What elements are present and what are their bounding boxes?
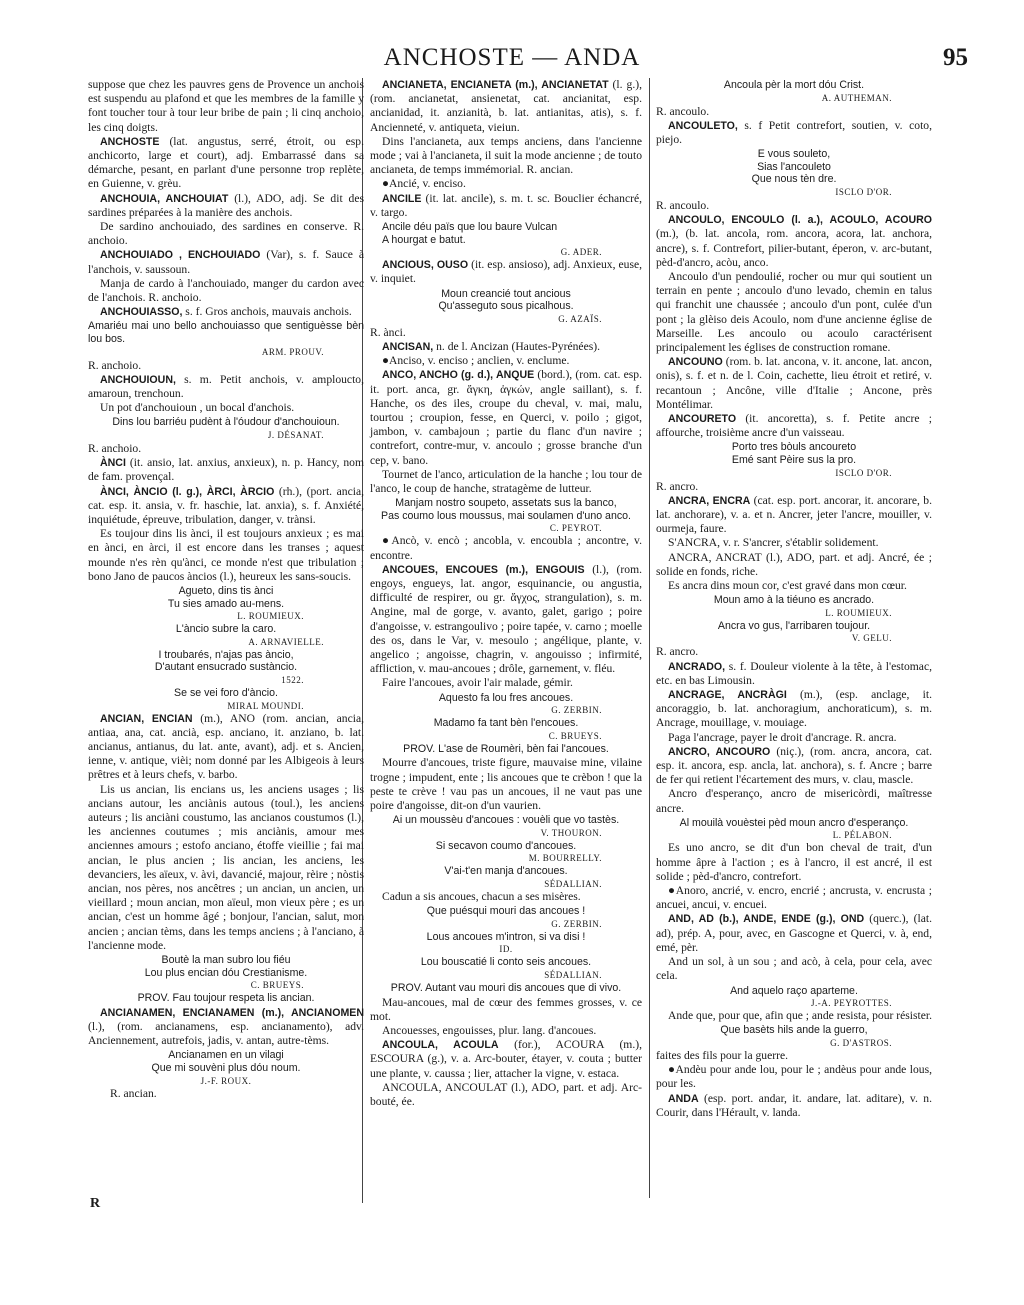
quotation-author: C. BRUEYS.	[250, 980, 304, 991]
quotation: Madamo fa tant bèn l'encoues.	[433, 717, 579, 730]
quotation-author: ISCLO D'OR.	[835, 186, 892, 197]
entry-text: ●Ancò, v. encò ; ancobla, v. encoubla ; ancontre, v. encontre.	[370, 534, 642, 562]
entry	[656, 1092, 932, 1120]
quotation: Ancoula pèr la mort dóu Crist.	[723, 79, 865, 91]
entry	[656, 688, 932, 731]
quotation: Que puésqui mouri das ancoues !	[426, 905, 586, 918]
headword: ANCILE	[382, 192, 422, 205]
entry	[656, 660, 932, 688]
entry-body: s. f Petit contrefort, soutien, v. coto, piejo.	[656, 118, 932, 146]
quotation: L'àncio subre la caro.	[175, 623, 277, 636]
entry	[370, 78, 642, 135]
quotation-author: J.-F. ROUX.	[200, 1075, 252, 1086]
entry	[88, 712, 364, 783]
entry-text: ANCOULA, ANCOULAT (l.), ADO, part. et adj. Arc-bouté, ée.	[370, 1080, 642, 1109]
entry-body: (esp. port. andar, it. andare, lat. aditare), v. n. Courir, dans l'Hérault, v. landa.	[656, 1091, 932, 1119]
entry-text: ●Anoro, ancrié, v. encro, encrié ; ancrusta, v. encrusta ; ancuei, ancui, v. encuei.	[656, 884, 932, 912]
quotation: Lous ancoues m'intron, si va disi !	[426, 930, 586, 943]
entry-body: (l.), (rom. ancianamens, esp. ancianamento), adv. Anciennement, autrefois, jadis, v. antan, autre-tèms.	[88, 1020, 364, 1048]
quotation-author: C. PEYROT.	[549, 523, 602, 534]
headword: ANCO, ANCHO (g. d.), ANQUE	[382, 369, 535, 382]
quotation: E vous souleto, Sias l'ancouleto Que nous tèn dre.	[751, 148, 837, 186]
entry-body: (m.), (b. lat. ancola, rom. ancora, acora, lat. anchora, ancre), s. f. Contrefort, pilier-butant, éperon, v. arc-butant, pèd-d'ancro, acòu, anco.	[656, 227, 932, 269]
quotation-author: J. DÉSANAT.	[267, 430, 324, 441]
reference: R. anchoio.	[88, 442, 142, 456]
quotation-author: ARM. PROUV.	[261, 346, 324, 357]
quotation-author: L. PÉLABON.	[832, 830, 892, 841]
quotation-author: MIRAL MOUNDI.	[227, 700, 304, 711]
entry	[656, 912, 932, 955]
headword: ANCOUES, ENCOUES (m.), ENGOUIS	[382, 563, 585, 576]
entry-text: Mourre d'ancoues, triste figure, mauvaise mine, vilaine trogne ; impudent, ente ; lis ancoues que te crèbon ! que la peste te crève ! vau pas un ancoues, il ne vaut pas une poire d'angoisse, dit-on d'un vaurien.	[370, 756, 642, 813]
headword: ANDA	[668, 1092, 699, 1105]
entry	[88, 248, 364, 276]
quotation: Lou bouscatié li conto seis ancoues.	[420, 956, 592, 969]
quotation-author: G. AZAÏS.	[558, 313, 602, 324]
quotation: PROV. Fau toujour respeta lis ancian.	[137, 992, 315, 1005]
entry-text: Mau-ancoues, mal de cœur des femmes grosses, v. ce mot.	[370, 995, 642, 1023]
entry-text: Es toujour dins lis ànci, il est toujours anxieux ; es mai en ànci, en àrci, il est encore dans les transes ; aquest mounde n'es rèn qu'ànci, ce monde n'est que tribulation ; bono Jano de paucos àncios (l.), heureux les sans-soucis.	[88, 527, 364, 583]
entry-body: (l. g.), (rom. ancianetat, ansienetat, cat. ancianitat, esp. ancianidad, it. anzianità, b. lat. antianitas, atis), s. f. Ancienneté, v. antiqueta, vieiun.	[370, 78, 642, 134]
entry	[370, 192, 642, 220]
entry-text: Paga l'ancrage, payer le droit d'ancrage. R. ancra.	[668, 730, 897, 744]
entry-text: ANCRA, ANCRAT (l.), ADO, part. et adj. Ancré, ée ; solide en fonds, riche.	[656, 550, 932, 578]
entry-body: s. f. Douleur violente à la tête, à l'estomac, etc. en bas Limousin.	[656, 659, 932, 687]
entry	[88, 192, 364, 220]
entry-text: Tournet de l'anco, articulation de la hanche ; lou tour de l'anco, le coup de hanche, stratagème de lutteur.	[370, 467, 642, 496]
entry-text: And un sol, à un sou ; and acò, à cela, pour cela, avec cela.	[656, 955, 932, 983]
entry-text: S'ANCRA, v. r. S'ancrer, s'établir solidement.	[668, 536, 879, 550]
column-1	[88, 78, 364, 1101]
entry	[88, 1006, 364, 1049]
entry	[88, 373, 364, 401]
entry-body: (m.), (esp. anclage, it. ancoraggio, b. lat. anchoragium, anchoraticum), s. m. Ancrage, mouillage, v. mouiage.	[656, 688, 932, 730]
entry-text: suppose que chez les pauvres gens de Provence un anchois est suspendu au plafond et que les membres de la famille y font toucher tour à tour leur bribe de pain ; li cinq anchoio, les cinq doigts.	[88, 78, 364, 134]
entry	[370, 258, 642, 286]
quotation-author: SÉDALLIAN.	[544, 879, 602, 890]
headword: ANCHOUIOUN,	[100, 373, 176, 386]
quotation: Boutè la man subro lou fiéu Lou plus encian dóu Crestianisme.	[144, 954, 308, 979]
entry-body: (it. esp. ansioso), adj. Anxieux, euse, v. inquiet.	[370, 258, 643, 286]
entry-body: (m.), ANO (rom. ancian, ancia, antiaa, ana, cat. ancià, esp. anciano, it. anziano, b. lat. ancianus, antianus, du lat. ante, avant), adj. et s. Ancien, ienne, v. antique, vièi; nom donné par les Albigeois à leurs prêtres et à leurs chefs, v. barbo.	[88, 711, 364, 782]
headword: ANCIANETA, ENCIANETA (m.), ANCIANETAT	[382, 79, 609, 91]
reference: R. ancoulo.	[656, 104, 710, 118]
entry-body: (it. lat. ancile), s. m. t. sc. Bouclier échancré, v. targo.	[370, 191, 642, 219]
headword: ANCOULO, ENCOULO (l. a.), ACOULO, ACOURO	[668, 214, 932, 227]
signature-mark: R	[90, 1196, 101, 1211]
headword: ANCOULA, ACOULA	[382, 1039, 499, 1052]
entry	[370, 563, 642, 677]
entry-body: (querc.), (lat. ad), prép. A, pour, avec, en Gascogne et Querci, v. à, end, emé, pèr.	[656, 912, 932, 954]
column-rule-2	[649, 78, 650, 1198]
entry-text: Es uno ancro, se dit d'un bon cheval de trait, d'un homme âpre à l'action ; es à l'ancro, il est ancré, il est solide ; pèd-d'ancro, contrefort.	[656, 841, 932, 883]
entry	[656, 119, 932, 147]
quotation-author: L. ROUMIEUX.	[237, 611, 304, 622]
quotation-author: G. D'ASTROS.	[830, 1037, 892, 1048]
entry	[88, 305, 364, 319]
entry-text: Lis us ancian, lis encians us, les anciens usages ; lis ancians autour, les anciànis autous (toul.), les anciens auteurs ; lis anciàni coustumo, las ancianos coustumos (l.), les anciennes coutumes ; mis anciànis, amour mes anciennes amours ; estofo anciano, étoffe vieillie ; fai mai ancian, le plus ancien ; lis ancian, les anciens, les devanciers, les aïeux, v. àvi, davancié, majour, rèire ; nòstis ancian, nos pères, nos ancêtres ; un ancian, un ancien, un vieillard ; moun ancian, mon aïeul, mon vieux père ; es un ancian, c'est un homme âgé ; bonjour, l'ancian, salut, mon ancien ; ancian tèms, dans les temps anciens ; à l'anciano, à l'ancienne mode.	[88, 782, 364, 952]
quotation: Si secavon coumo d'ancoues.	[435, 839, 577, 852]
reference: R. ancoulo.	[656, 198, 710, 212]
quotation-author: ISCLO D'OR.	[835, 467, 892, 478]
quotation-author: G. ZERBIN.	[551, 918, 602, 929]
entry-body: (cat. esp. port. ancorar, it. ancorare, b. lat. anchorare), v. a. et n. Ancrer, jeter l'ancre, mouiller, v. ourmeja, faure.	[656, 493, 933, 536]
headword: ANCIOUS, OUSO	[382, 259, 469, 272]
quotation-author: ID.	[499, 944, 513, 955]
page-header-title: ANCHOSTE — ANDA	[383, 44, 641, 71]
quotation: I troubarés, n'ajas pas àncio, D'autant ensucrado sustàncio.	[154, 648, 298, 674]
quotation: Moun amo à la tiéuno es ancrado.	[713, 594, 875, 607]
quotation-author: V. THOURON.	[540, 827, 602, 838]
headword: ANCIANAMEN, ENCIANAMEN (m.), ANCIANOMEN	[100, 1006, 364, 1019]
headword: ANCOUNO	[668, 356, 723, 369]
quotation: Ancra vo gus, l'arribaren toujour.	[717, 619, 871, 632]
entry	[656, 412, 932, 440]
entry-text: Ancouesses, engouisses, plur. lang. d'ancoues.	[382, 1024, 597, 1038]
quotation-author: 1522.	[281, 675, 304, 686]
entry-text: faites des fils pour la guerre.	[656, 1048, 788, 1062]
quotation: Aquesto fa lou fres ancoues.	[438, 691, 574, 704]
quotation: Agueto, dins tis ànci Tu sies amado au-mens.	[167, 585, 285, 610]
entry-text: ●Andèu pour ande lou, pour le ; andèus pour ande lous, pour les.	[656, 1063, 932, 1091]
quotation: And aquelo raço aparteme.	[730, 984, 858, 997]
headword: AND, AD (b.), ANDE, ENDE (g.), OND	[668, 913, 865, 926]
headword: ANCRO, ANCOURO	[668, 745, 771, 758]
reference: R. ancro.	[656, 479, 699, 493]
headword: ANCHOSTE	[100, 135, 160, 148]
entry-body: (for.), ACOURA (m.), ESCOURA (g.), v. a. Arc-bouter, étayer, v. couta ; butter une plante, v. caussa ; lier, attacher la vigne, v. estaca.	[370, 1038, 642, 1080]
quotation-author: G. ZERBIN.	[551, 705, 602, 716]
headword: ÀNCI	[100, 457, 126, 470]
entry-text: Dins l'ancianeta, aux temps anciens, dans l'ancienne mode ; vai à l'ancianeta, il suit la mode ancienne ; de touto ancianeta, de temps immémorial. R. ancian.	[370, 134, 642, 177]
quotation: Se se vei foro d'àncio.	[174, 687, 278, 700]
entry	[88, 135, 364, 192]
headword: ANCRAGE, ANCRÀGI	[668, 689, 787, 702]
entry-text: Ande que, pour que, afin que ; ande resista, pour résister.	[668, 1009, 933, 1023]
headword: ÀNCI, ÀNCIO (l. g.), ÀRCI, ÀRCIO	[100, 485, 275, 498]
entry-body: n. de l. Ancizan (Hautes-Pyrénées).	[433, 340, 600, 354]
quotation-author: J.-A. PEYROTTES.	[810, 998, 892, 1009]
page-number: 95	[943, 44, 968, 71]
reference: R. anchoio.	[88, 358, 142, 372]
quotation: PROV. Autant vau mouri dis ancoues que di vivo.	[390, 982, 622, 995]
headword: ANCOULETO,	[668, 119, 738, 132]
headword: ANCHOUIA, ANCHOUIAT	[100, 192, 229, 205]
quotation-author: V. GELU.	[851, 633, 892, 644]
entry	[370, 368, 642, 467]
quotation: V'ai-t'en manja d'ancoues.	[444, 865, 568, 878]
entry	[88, 456, 364, 484]
entry-text: Manja de cardo à l'anchouiado, manger du cardon avec de l'anchois. R. anchoio.	[88, 276, 364, 305]
entry	[370, 1038, 642, 1081]
quotation: Dins lou barriéu pudènt à l'óudour d'anchouioun.	[112, 416, 340, 429]
headword: ANCHOUIADO , ENCHOUIADO	[100, 249, 261, 262]
entry-text: ●Ancié, v. enciso.	[382, 177, 466, 191]
entry-text: Es ancra dins moun cor, c'est gravé dans mon cœur.	[668, 579, 907, 593]
quotation-author: A. ARNAVIELLE.	[248, 636, 324, 647]
entry-text: Ancro d'esperanço, ancro de misericòrdi, maîtresse ancre.	[656, 787, 932, 815]
quotation: Manjam nostro soupeto, assetats sus la banco, Pas coumo lous moussus, mai soulamen d'uno anco.	[381, 497, 631, 522]
entry-body: (lat. angustus, serré, étroit, ou esp. anchicorto, large et court), adj. Embarrassé dans sa démarche, pesant, en parlant d'une personne trop replète, en Guienne, v. grèu.	[88, 134, 364, 191]
quotation: Ancianamen en un vilagi Que mi souvèni plus dóu noum.	[151, 1049, 301, 1075]
entry-body: (Var), s. f. Sauce à l'anchois, v. saussoun.	[88, 248, 364, 276]
headword: ANCRA, ENCRA	[668, 494, 751, 507]
quotation: Ancile déu païs que lou baure Vulcan A hourgat e batut.	[382, 221, 558, 246]
entry-text: Cadun a sis ancoues, chacun a ses misères.	[382, 890, 581, 904]
entry-body: (bord.), (rom. cat. esp. it. port. anca, gr. ἄγκη, ἀγκών, angle saillant), s. f. Hanche, os des iles, croupe du cheval, v. mai, malu, tourtou ; croupion, fesse, en Querci, v. poilo ; gigot, jambon, v. cambajoun ; partie du flanc d'un navire ; contrefort, contre-mur, v. ancoulo ; grosse branche d'un cep, v. bano.	[370, 368, 642, 467]
quotation: PROV. L'ase de Roumèri, bèn fai l'ancoues.	[403, 742, 609, 755]
quotation: Amariéu mai uno bello anchouiasso que sentiguèsse bèn lou bos.	[88, 320, 364, 346]
column-2	[370, 78, 642, 1109]
quotation-author: A. AUTHEMAN.	[821, 92, 892, 103]
quotation-author: SÉDALLIAN.	[544, 970, 602, 981]
headword: ANCISAN,	[382, 341, 434, 354]
quotation-author: G. ADER.	[560, 247, 602, 258]
quotation: Ai un moussèu d'ancoues : vouèli que vo tastès.	[392, 814, 620, 827]
entry-body: (niç.), (rom. ancra, ancora, cat. esp. it. ancora, esp. ancla, lat. anchora), s. f. Ancre ; barre de fer qui retient l'écartement des murs, v. clau, mascle.	[656, 744, 932, 787]
entry-text: Faire l'ancoues, avoir l'air malade, gémir.	[382, 676, 573, 690]
entry-text: Ancoulo d'un pendoulié, rocher ou mur qui soutient un terrain en pente ; ancoulo d'uno levado, chemin en talus qui franchit une chaussée ; ancoulo d'un pont, culée d'un pont ; la glèiso deis Acoulo, nom d'une ancienne église de Marseille. Les ancoulo ou acoulo caractérisent principalement les églises de construction romane.	[656, 270, 932, 355]
entry	[656, 745, 932, 788]
column-3	[656, 78, 932, 1120]
entry-body: (it. ancoretta), s. f. Petite ancre ; affourche, troisième ancre d'un vaisseau.	[656, 412, 932, 440]
entry-body: s. m. Petit anchois, v. amploucto, amaroun, trenchoun.	[88, 372, 364, 401]
quotation: Al mouilà vouèstei pèd moun ancro d'esperanço.	[679, 816, 909, 829]
headword: ANCOURETO	[668, 413, 737, 426]
entry-body: (l.), (rom. engoys, engueys, lat. angor, esquinancie, ou angustia, difficulté de respirer, ou gr. ἄγχος, strangulation), s. m. Angine, mal de gorge, v. avanto, galet, garigo ; poire d'angoisse, v. estrangoulivo ; poire tapée, v. carno ; moelle des os, dans le Var, v. mesoulo ; angélique, plante, v. angelico ; angoisse, chagrin, v. angouisso ; infirmité, affliction, v. mau-ancoues ; drôle, garnement, v. fléu.	[370, 562, 642, 676]
quotation-author: C. BRUEYS.	[548, 730, 602, 741]
headword: ANCRADO,	[668, 660, 726, 673]
entry-body: (l.), ADO, adj. Se dit des sardines préparées à la manière des anchois.	[88, 191, 364, 219]
quotation: Que basèts hils ande la guerro,	[720, 1024, 868, 1037]
entry-body: s. f. Gros anchois, mauvais anchois.	[182, 305, 352, 319]
entry	[88, 485, 364, 528]
entry-text: De sardino anchouiado, des sardines en conserve. R. anchoio.	[88, 220, 364, 248]
entry	[370, 340, 642, 354]
reference: R. ànci.	[370, 325, 406, 339]
headword: ANCHOUIASSO,	[100, 306, 183, 319]
entry-body: (rom. b. lat. ancona, v. it. ancone, lat. ancon, onis), s. f. et n. de l. Coin, cachette, lieu étroit et retiré, v. recantoun ; Ancône, ville d'Italie ; Ancone, près Montélimar.	[656, 355, 932, 411]
quotation-author: L. ROUMIEUX.	[825, 607, 892, 618]
entry	[656, 213, 932, 270]
entry-body: (rh.), (port. ancia, cat. esp. it. ansia, v. fr. haschie, lat. anxia), s. f. Anxiété, inquiétude, épreuve, tribulation, danger, v. trànsi.	[88, 484, 364, 527]
headword: ANCIAN, ENCIAN	[100, 712, 193, 725]
reference: R. ancian.	[110, 1086, 157, 1100]
entry	[656, 355, 932, 412]
quotation: Moun creancié tout ancious Qu'asseguto sous picalhous.	[438, 287, 574, 313]
entry-text: ●Anciso, v. enciso ; anclien, v. enclume.	[382, 354, 570, 368]
quotation: Porto tres bòuls ancoureto Emé sant Pèire sus la pro.	[731, 441, 857, 467]
entry-body: (it. ansio, lat. anxius, anxieux), n. p. Hancy, nom de fam. provençal.	[88, 456, 364, 484]
quotation-author: M. BOURRELLY.	[528, 853, 602, 864]
entry-text: Un pot d'anchouioun , un bocal d'anchois.	[100, 401, 295, 415]
reference: R. ancro.	[656, 645, 699, 659]
entry	[656, 494, 932, 537]
